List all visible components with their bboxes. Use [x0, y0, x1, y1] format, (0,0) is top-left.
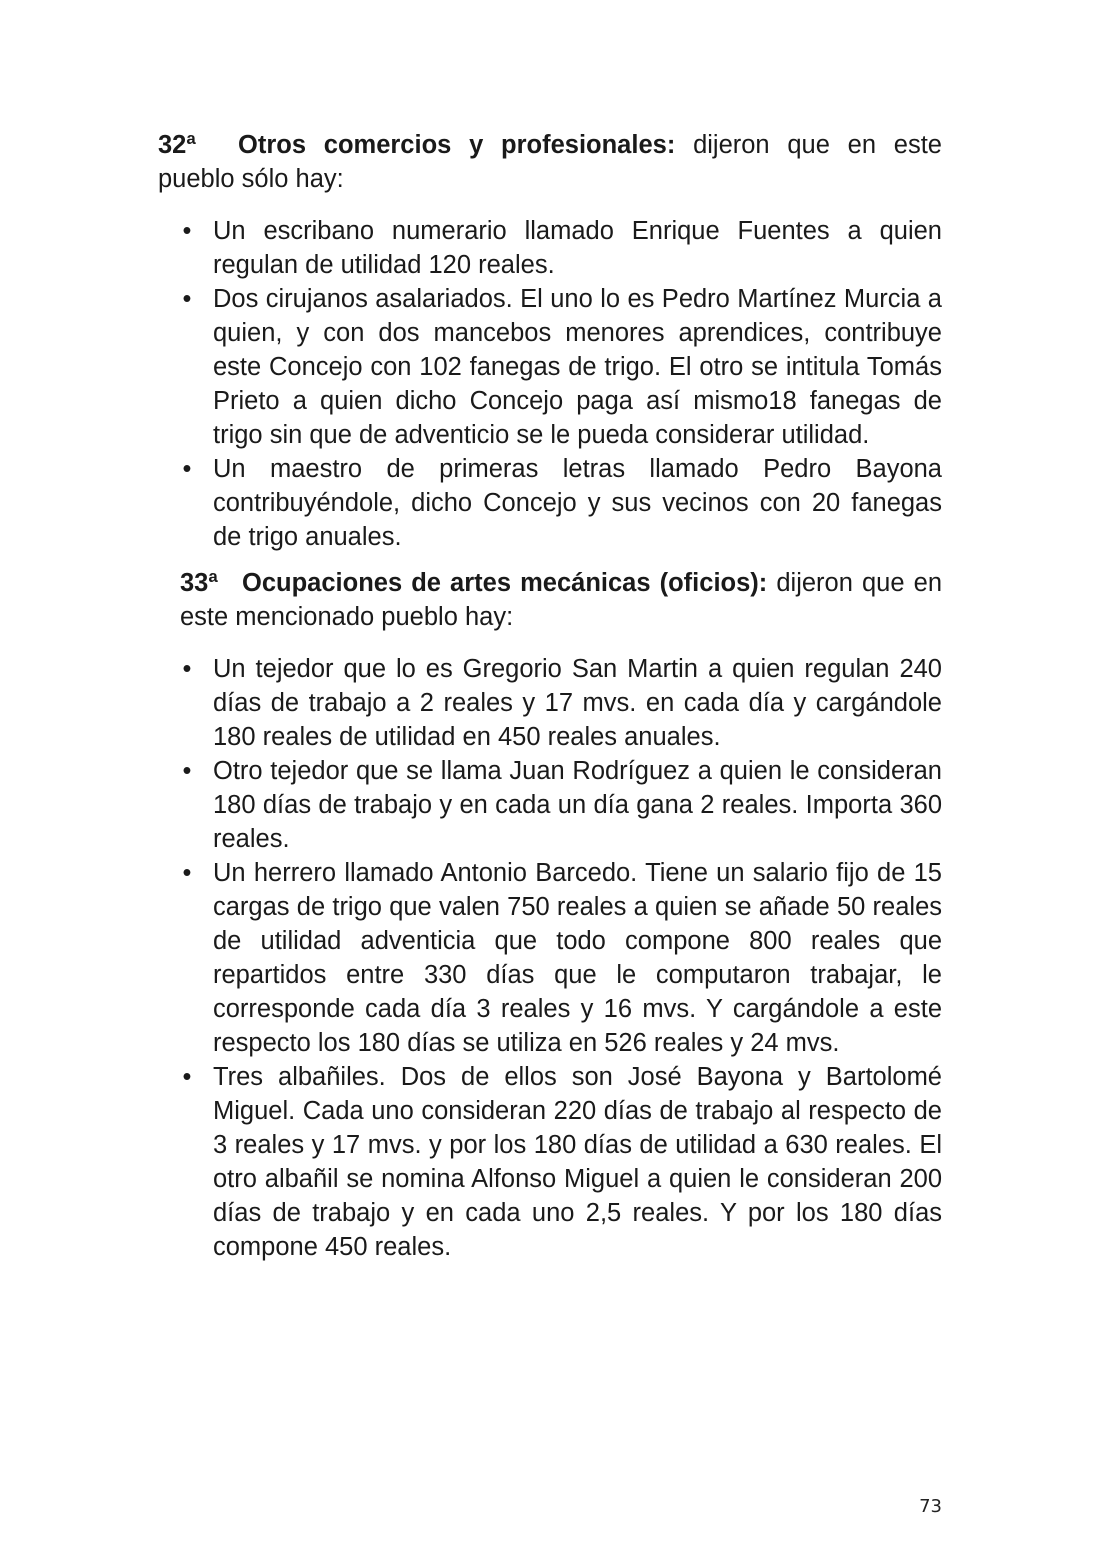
- list-item-text: Tres albañiles. Dos de ellos son José Bayona y Bartolomé Miguel. Cada uno consideran 220 días de trabajo al respecto de 3 reales y 17 mvs. y por los 180 días de utilidad a 630 reales. El otro albañil se nomina Alfonso Miguel a quien le consideran 200 días de trabajo y en cada uno 2,5 reales. Y por los 180 días compone 450 reales.: [213, 1063, 942, 1261]
- bullet-icon: •: [182, 757, 192, 785]
- list-item: [158, 652, 942, 754]
- document-page: [158, 128, 942, 1264]
- bullet-icon: •: [182, 859, 192, 887]
- list-item-text: Un herrero llamado Antonio Barcedo. Tiene un salario fijo de 15 cargas de trigo que valen 750 reales a quien se añade 50 reales de utilidad adventicia que todo compone 800 reales que repartidos entre 330 días que le computaron trabajar, le corresponde cada día 3 reales y 16 mvs. Y cargándole a este respecto los 180 días se utiliza en 526 reales y 24 mvs.: [213, 859, 942, 1057]
- section-32-intro-text: dijeron que en este pueblo sólo hay:: [158, 131, 942, 193]
- section-32-number: 32ª: [158, 131, 196, 159]
- list-item: [158, 754, 942, 856]
- page-number: 73: [919, 1496, 942, 1517]
- list-item: [158, 214, 942, 282]
- list-item: [158, 452, 942, 554]
- section-33-intro-text: dijeron que en este mencionado pueblo hay:: [180, 569, 942, 631]
- section-32-list: [158, 214, 942, 554]
- section-33-intro: [158, 566, 942, 634]
- list-item-text: Un escribano numerario llamado Enrique Fuentes a quien regulan de utilidad 120 reales.: [213, 217, 942, 279]
- list-item: [158, 282, 942, 452]
- bullet-icon: •: [182, 217, 192, 245]
- section-33-heading: Ocupaciones de artes mecánicas (oficios):: [242, 569, 768, 597]
- bullet-icon: •: [182, 655, 192, 683]
- list-item-text: Un maestro de primeras letras llamado Pedro Bayona contribuyéndole, dicho Concejo y sus vecinos con 20 fanegas de trigo anuales.: [213, 455, 942, 551]
- list-item-text: Un tejedor que lo es Gregorio San Martin a quien regulan 240 días de trabajo a 2 reales y 17 mvs. en cada día y cargándole 180 reales de utilidad en 450 reales anuales.: [213, 655, 942, 751]
- list-item: [158, 1060, 942, 1264]
- list-item: [158, 856, 942, 1060]
- bullet-icon: •: [182, 455, 192, 483]
- section-33-number: 33ª: [180, 569, 218, 597]
- list-item-text: Dos cirujanos asalariados. El uno lo es Pedro Martínez Murcia a quien, y con dos mancebos menores aprendices, contribuye este Concejo con 102 fanegas de trigo. El otro se intitula Tomás Prieto a quien dicho Concejo paga así mismo18 fanegas de trigo sin que de adventicio se le pueda considerar utilidad.: [213, 285, 942, 449]
- section-33-list: [158, 652, 942, 1264]
- section-32-heading: Otros comercios y profesionales:: [238, 131, 676, 159]
- list-item-text: Otro tejedor que se llama Juan Rodríguez a quien le consideran 180 días de trabajo y en cada un día gana 2 reales. Importa 360 reales.: [213, 757, 942, 853]
- bullet-icon: •: [182, 1063, 192, 1091]
- bullet-icon: •: [182, 285, 192, 313]
- section-32-intro: [158, 128, 942, 196]
